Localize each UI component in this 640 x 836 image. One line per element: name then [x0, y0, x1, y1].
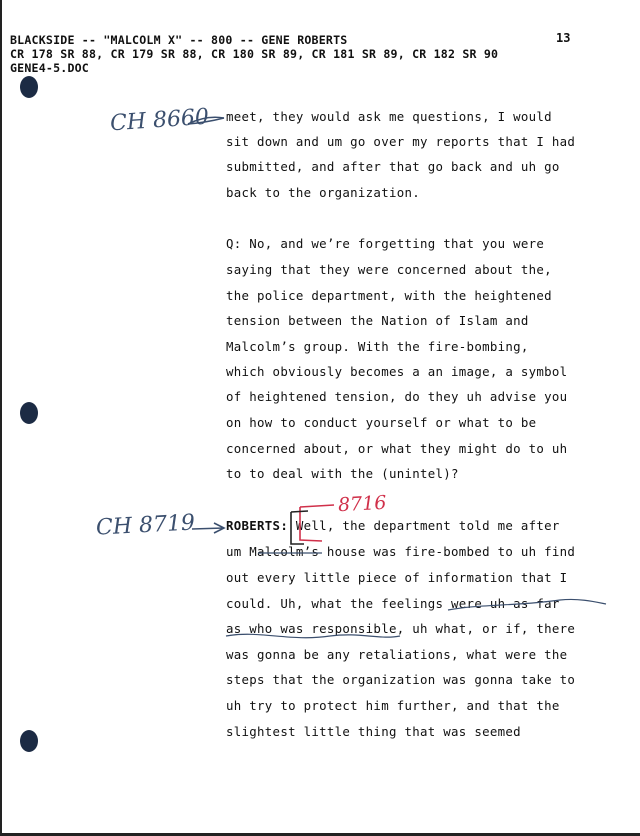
body-line: of heightened tension, do they uh advise you [226, 389, 568, 404]
body-line: submitted, and after that go back and uh go [226, 159, 560, 174]
handwritten-timecode-2: CH 8719 [95, 510, 196, 541]
body-line: to to deal with the (unintel)? [226, 466, 459, 481]
body-line: out every little piece of information that I [226, 570, 568, 585]
body-line: the police department, with the heightened [226, 288, 552, 303]
underline-wave-1 [448, 599, 606, 610]
red-bracket-icon [300, 507, 322, 541]
underline-wave-2 [226, 634, 400, 637]
body-line: Malcolm’s group. With the fire-bombing, [226, 339, 529, 354]
body-line: sit down and um go over my reports that I had [226, 134, 576, 149]
handwritten-red-timecode: 8716 [337, 491, 387, 517]
header-filename-line: GENE4-5.DOC [10, 61, 89, 75]
handwritten-timecode-1: CH 8660 [109, 104, 210, 137]
body-line: slightest little thing that was seemed [226, 724, 521, 739]
body-line-text: Well, the department told me after [288, 518, 560, 533]
arrow-2-icon [192, 528, 224, 529]
body-line: back to the organization. [226, 185, 420, 200]
header-reel-line: CR 178 SR 88, CR 179 SR 88, CR 180 SR 89, CR 181 SR 89, CR 182 SR 90 [10, 47, 499, 61]
body-line: Q: No, and we’re forgetting that you were [226, 236, 545, 251]
body-line: as who was responsible, uh what, or if, there [226, 621, 576, 636]
body-line: meet, they would ask me questions, I would [226, 109, 552, 124]
body-line: steps that the organization was gonna take to [226, 672, 576, 687]
body-line: tension between the Nation of Islam and [226, 313, 529, 328]
speaker-label: ROBERTS: [226, 518, 289, 533]
body-line: was gonna be any retaliations, what were the [226, 647, 568, 662]
body-line: which obviously becomes a an image, a symbol [226, 364, 568, 379]
header-title-line: BLACKSIDE -- "MALCOLM X" -- 800 -- GENE ROBERTS [10, 33, 348, 47]
black-bracket-icon [291, 512, 304, 544]
body-line: um Malcolm’s house was fire-bombed to uh find [226, 544, 576, 559]
body-line: concerned about, or what they might do to uh [226, 441, 568, 456]
body-line: on how to conduct yourself or what to be [226, 415, 537, 430]
body-line: could. Uh, what the feelings were uh as far [226, 596, 560, 611]
page-number: 13 [556, 31, 571, 45]
body-line: saying that they were concerned about the, [226, 262, 552, 277]
body-line: uh try to protect him further, and that the [226, 698, 560, 713]
